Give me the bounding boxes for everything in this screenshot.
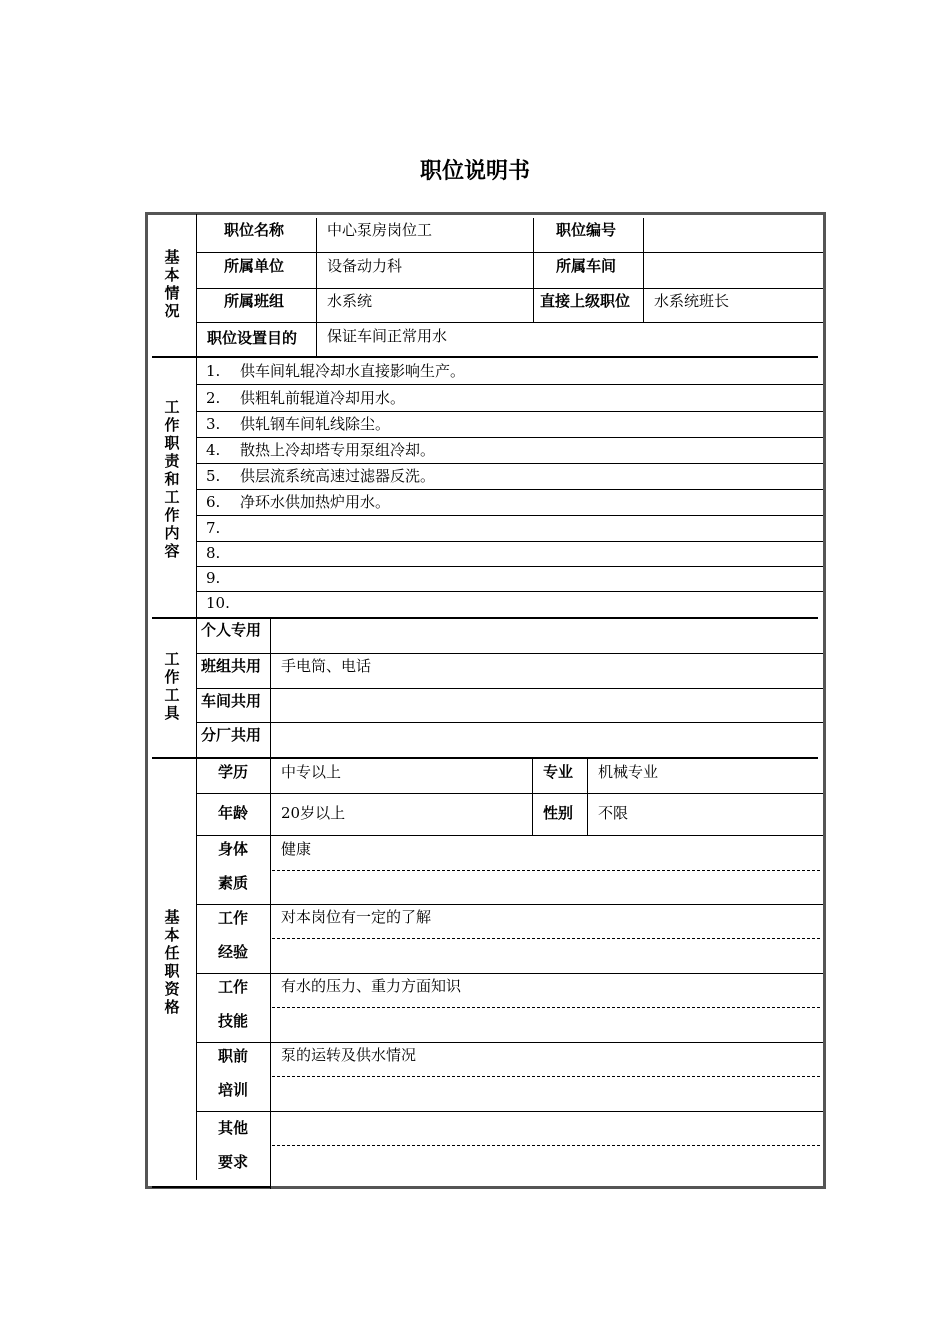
other-label: 要求 — [218, 1153, 249, 1171]
position-name-value: 中心泵房岗位工 — [327, 221, 433, 239]
duty-number: 6. — [206, 493, 221, 511]
position-no-label: 职位编号 — [556, 221, 617, 239]
education-label: 学历 — [218, 763, 249, 781]
tool-value-team: 手电筒、电话 — [281, 657, 372, 675]
document-title: 职位说明书 — [419, 159, 530, 184]
duty-number: 10. — [206, 594, 230, 612]
skills-label: 工作 — [218, 978, 249, 996]
unit-value: 设备动力科 — [327, 257, 403, 275]
duty-number: 9. — [206, 569, 221, 587]
skills-value: 有水的压力、重力方面知识 — [281, 977, 462, 995]
tool-label-team: 班组共用 — [201, 657, 262, 675]
duty-number: 1. — [206, 362, 221, 380]
dashed-line — [272, 870, 820, 871]
section-label-qualifications: 基本 任职资格 — [164, 908, 180, 1016]
unit-label: 所属单位 — [224, 257, 285, 275]
gender-value: 不限 — [598, 804, 629, 822]
other-label: 其他 — [218, 1119, 249, 1137]
team-label: 所属班组 — [224, 292, 285, 310]
purpose-value: 保证车间正常用水 — [327, 327, 448, 345]
gender-label: 性别 — [543, 804, 574, 822]
training-value: 泵的运转及供水情况 — [281, 1046, 417, 1064]
dashed-line — [272, 1007, 820, 1008]
education-value: 中专以上 — [281, 763, 342, 781]
dashed-line — [272, 1076, 820, 1077]
physical-label: 素质 — [218, 874, 249, 892]
training-label: 培训 — [218, 1081, 249, 1099]
physical-label: 身体 — [218, 840, 249, 858]
dashed-line — [272, 1145, 820, 1146]
duty-text: 供粗轧前辊道冷却用水。 — [240, 389, 406, 407]
experience-value: 对本岗位有一定的了解 — [281, 908, 432, 926]
workshop-label: 所属车间 — [556, 257, 617, 275]
major-label: 专业 — [543, 763, 574, 781]
duty-number: 4. — [206, 441, 221, 459]
major-value: 机械专业 — [598, 763, 659, 781]
tool-label-factory: 分厂共用 — [201, 726, 262, 744]
section-label-tools: 工作工具 — [164, 650, 180, 722]
experience-label: 经验 — [218, 943, 249, 961]
duty-number: 2. — [206, 389, 221, 407]
age-label: 年龄 — [218, 804, 249, 822]
section-label-basic-info: 基本情况 — [164, 248, 180, 320]
skills-label: 技能 — [218, 1012, 249, 1030]
superior-label: 直接上级职位 — [540, 292, 631, 310]
section-label-duties: 工作职责和工作内容 — [164, 398, 180, 560]
dashed-line — [272, 938, 820, 939]
section-divider — [152, 356, 818, 358]
inner-left-border — [196, 214, 197, 1180]
tool-label-workshop: 车间共用 — [201, 692, 262, 710]
duty-text: 净环水供加热炉用水。 — [240, 493, 391, 511]
duty-text: 供轧钢车间轧线除尘。 — [240, 415, 391, 433]
superior-value: 水系统班长 — [654, 292, 730, 310]
duty-number: 8. — [206, 544, 221, 562]
purpose-label: 职位设置目的 — [207, 329, 298, 347]
duty-text: 散热上冷却塔专用泵组冷却。 — [240, 441, 436, 459]
duty-number: 7. — [206, 519, 221, 537]
team-value: 水系统 — [327, 292, 373, 310]
duty-number: 5. — [206, 467, 221, 485]
position-name-label: 职位名称 — [224, 221, 285, 239]
training-label: 职前 — [218, 1047, 249, 1065]
duty-text: 供层流系统高速过滤器反洗。 — [240, 467, 436, 485]
physical-value: 健康 — [281, 840, 312, 858]
tool-label-personal: 个人专用 — [201, 621, 262, 639]
age-value: 20岁以上 — [281, 804, 346, 822]
duty-text: 供车间轧辊冷却水直接影响生产。 — [240, 362, 466, 380]
section-divider — [152, 617, 818, 619]
experience-label: 工作 — [218, 909, 249, 927]
duty-number: 3. — [206, 415, 221, 433]
section-divider — [152, 757, 818, 759]
